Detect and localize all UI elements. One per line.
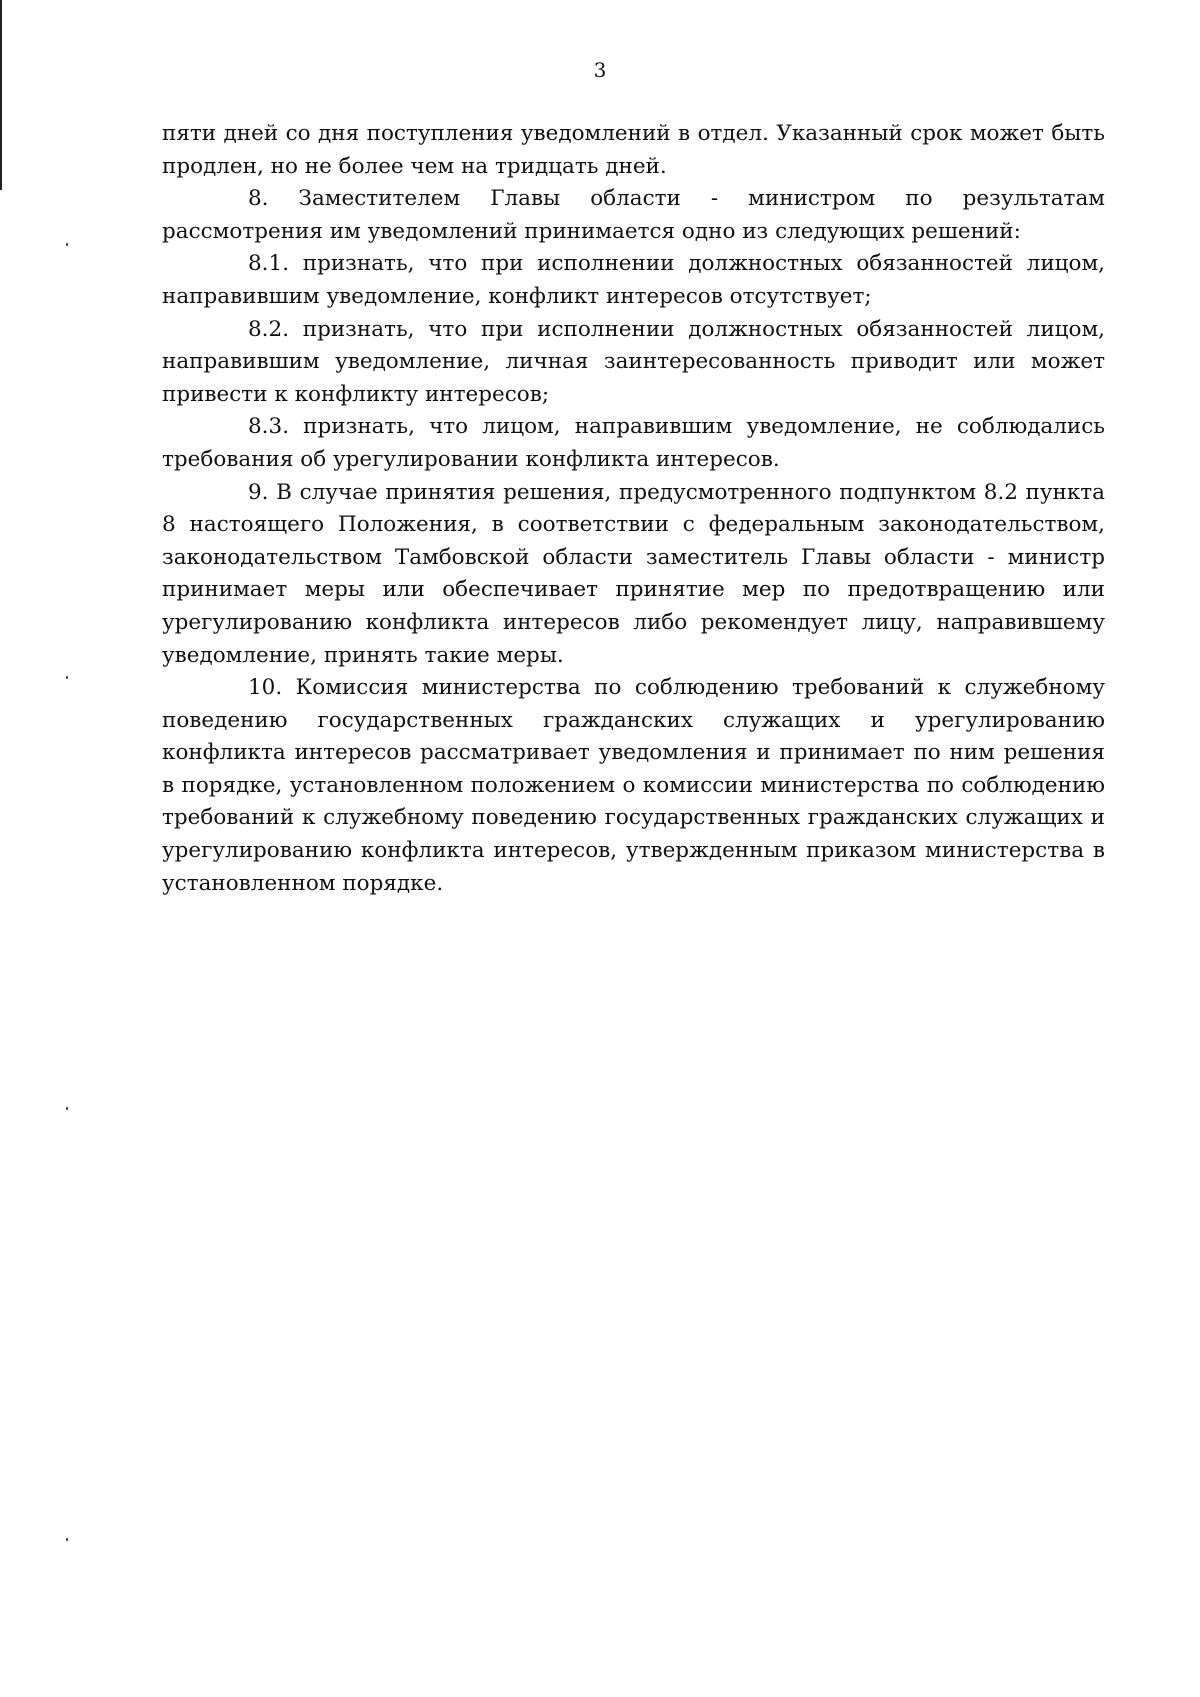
scan-speck bbox=[66, 243, 68, 246]
scan-edge-mark bbox=[0, 0, 2, 190]
scan-speck bbox=[66, 1538, 68, 1541]
scan-speck bbox=[66, 1107, 68, 1110]
paragraph-item-10: 10. Комиссия министерства по соблюдению требований к служебному поведению государственных гражданских служащих и урегулированию конфликта интересов рассматривает уведомления и принимает по ним решения в порядке, установленном положением о комиссии министерства по соблюдению требований к служебному поведению государственных гражданских служащих и урегулированию конфликта интересов, утвержденным приказом министерства в установленном порядке. bbox=[162, 675, 1105, 896]
paragraph-item-9: 9. В случае принятия решения, предусмотренного подпунктом 8.2 пункта 8 настоящего Положения, в соответствии с федеральным законодательством, законодательством Тамбовской области заместитель Главы области - министр принимает меры или обеспечивает принятие мер по предотвращению или урегулированию конфликта интересов либо рекомендует лицу, направившему уведомление, принять такие меры. bbox=[162, 479, 1105, 668]
scan-speck bbox=[66, 676, 68, 679]
paragraph-item-8: 8. Заместителем Главы области - министром по результатам рассмотрения им уведомлений принимается одно из следующих решений: bbox=[162, 186, 1105, 244]
document-body bbox=[162, 118, 1105, 900]
paragraph-continuation: пяти дней со дня поступления уведомлений в отдел. Указанный срок может быть продлен, но не более чем на тридцать дней. bbox=[162, 121, 1105, 179]
page-number: 3 bbox=[593, 58, 607, 82]
paragraph-item-8-1: 8.1. признать, что при исполнении должностных обязанностей лицом, направившим уведомление, конфликт интересов отсутствует; bbox=[162, 251, 1105, 309]
paragraph-item-8-3: 8.3. признать, что лицом, направившим уведомление, не соблюдались требования об урегулировании конфликта интересов. bbox=[162, 414, 1105, 472]
paragraph-item-8-2: 8.2. признать, что при исполнении должностных обязанностей лицом, направившим уведомление, личная заинтересованность приводит или может привести к конфликту интересов; bbox=[162, 316, 1105, 407]
